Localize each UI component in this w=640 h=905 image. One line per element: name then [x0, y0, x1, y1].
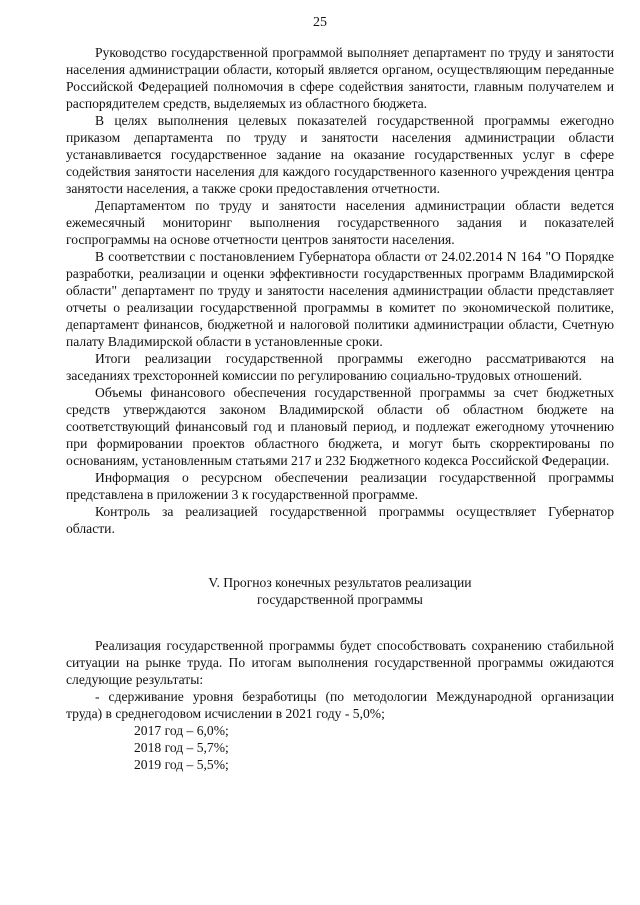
section-spacer [66, 537, 614, 574]
paragraph-financing: Объемы финансового обеспечения государственной программы за счет бюджетных средств утверждаются законом Владимирской области об областном бюджете на соответствующий финансовый год и плановый период, и подлежат ежегодному уточнению при формировании проектов областного бюджета, и могут быть скорректированы по основаниям, установленным статьями 217 и 232 Бюджетного кодекса Российской Федерации. [66, 385, 614, 468]
year-value-2019: 2019 год – 5,5%; [134, 757, 229, 772]
result-item-unemployment: - сдерживание уровня безработицы (по методологии Международной организации труда) в среднегодовом исчислении в 2021 году - 5,0%; [66, 689, 614, 721]
paragraph-reporting: В соответствии с постановлением Губернатора области от 24.02.2014 N 164 "О Порядке разработки, реализации и оценки эффективности государственных программ Владимирской области" департамент по труду и занятости населения администрации области представляет отчеты о реализации государственной программы в комитет по экономической политике, департамент финансов, бюджетной и налоговой политики администрации области, Счетную палату Владимирской области в установленные сроки. [66, 249, 614, 349]
heading-spacer [66, 608, 614, 637]
paragraph-monitoring: Департаментом по труду и занятости населения администрации области ведется ежемесячный мониторинг выполнения государственного задания и показателей госпрограммы на основе отчетности центров занятости населения. [66, 198, 614, 247]
year-value-2017: 2017 год – 6,0%; [134, 723, 229, 738]
paragraph-target-indicators: В целях выполнения целевых показателей государственной программы ежегодно приказом департамента по труду и занятости населения администрации области устанавливается государственное задание на оказание государственных услуг в сфере содействия занятости населения для каждого государственного казенного учреждения центра занятости населения, а также сроки предоставления отчетности. [66, 113, 614, 196]
year-value-2018: 2018 год – 5,7%; [134, 740, 229, 755]
section-heading-line-1: V. Прогноз конечных результатов реализации [208, 575, 472, 590]
page-number: 25 [313, 15, 327, 30]
section-heading-line-2: государственной программы [257, 592, 423, 607]
paragraph-results-review: Итоги реализации государственной программы ежегодно рассматриваются на заседаниях трехсторонней комиссии по регулированию социально-трудовых отношений. [66, 351, 614, 383]
paragraph-program-management: Руководство государственной программой выполняет департамент по труду и занятости населения администрации области, который является органом, осуществляющим переданные Российской Федерацией полномочия в сфере содействия занятости, главным получателем и распорядителем средств, выделяемых из областного бюджета. [66, 45, 614, 111]
paragraph-forecast-intro: Реализация государственной программы будет способствовать сохранению стабильной ситуации на рынке труда. По итогам выполнения государственной программы ожидаются следующие результаты: [66, 638, 614, 687]
document-body [66, 44, 614, 773]
paragraph-control: Контроль за реализацией государственной программы осуществляет Губернатор области. [66, 504, 614, 536]
paragraph-resource-info: Информация о ресурсном обеспечении реализации государственной программы представлена в приложении 3 к государственной программе. [66, 470, 614, 502]
